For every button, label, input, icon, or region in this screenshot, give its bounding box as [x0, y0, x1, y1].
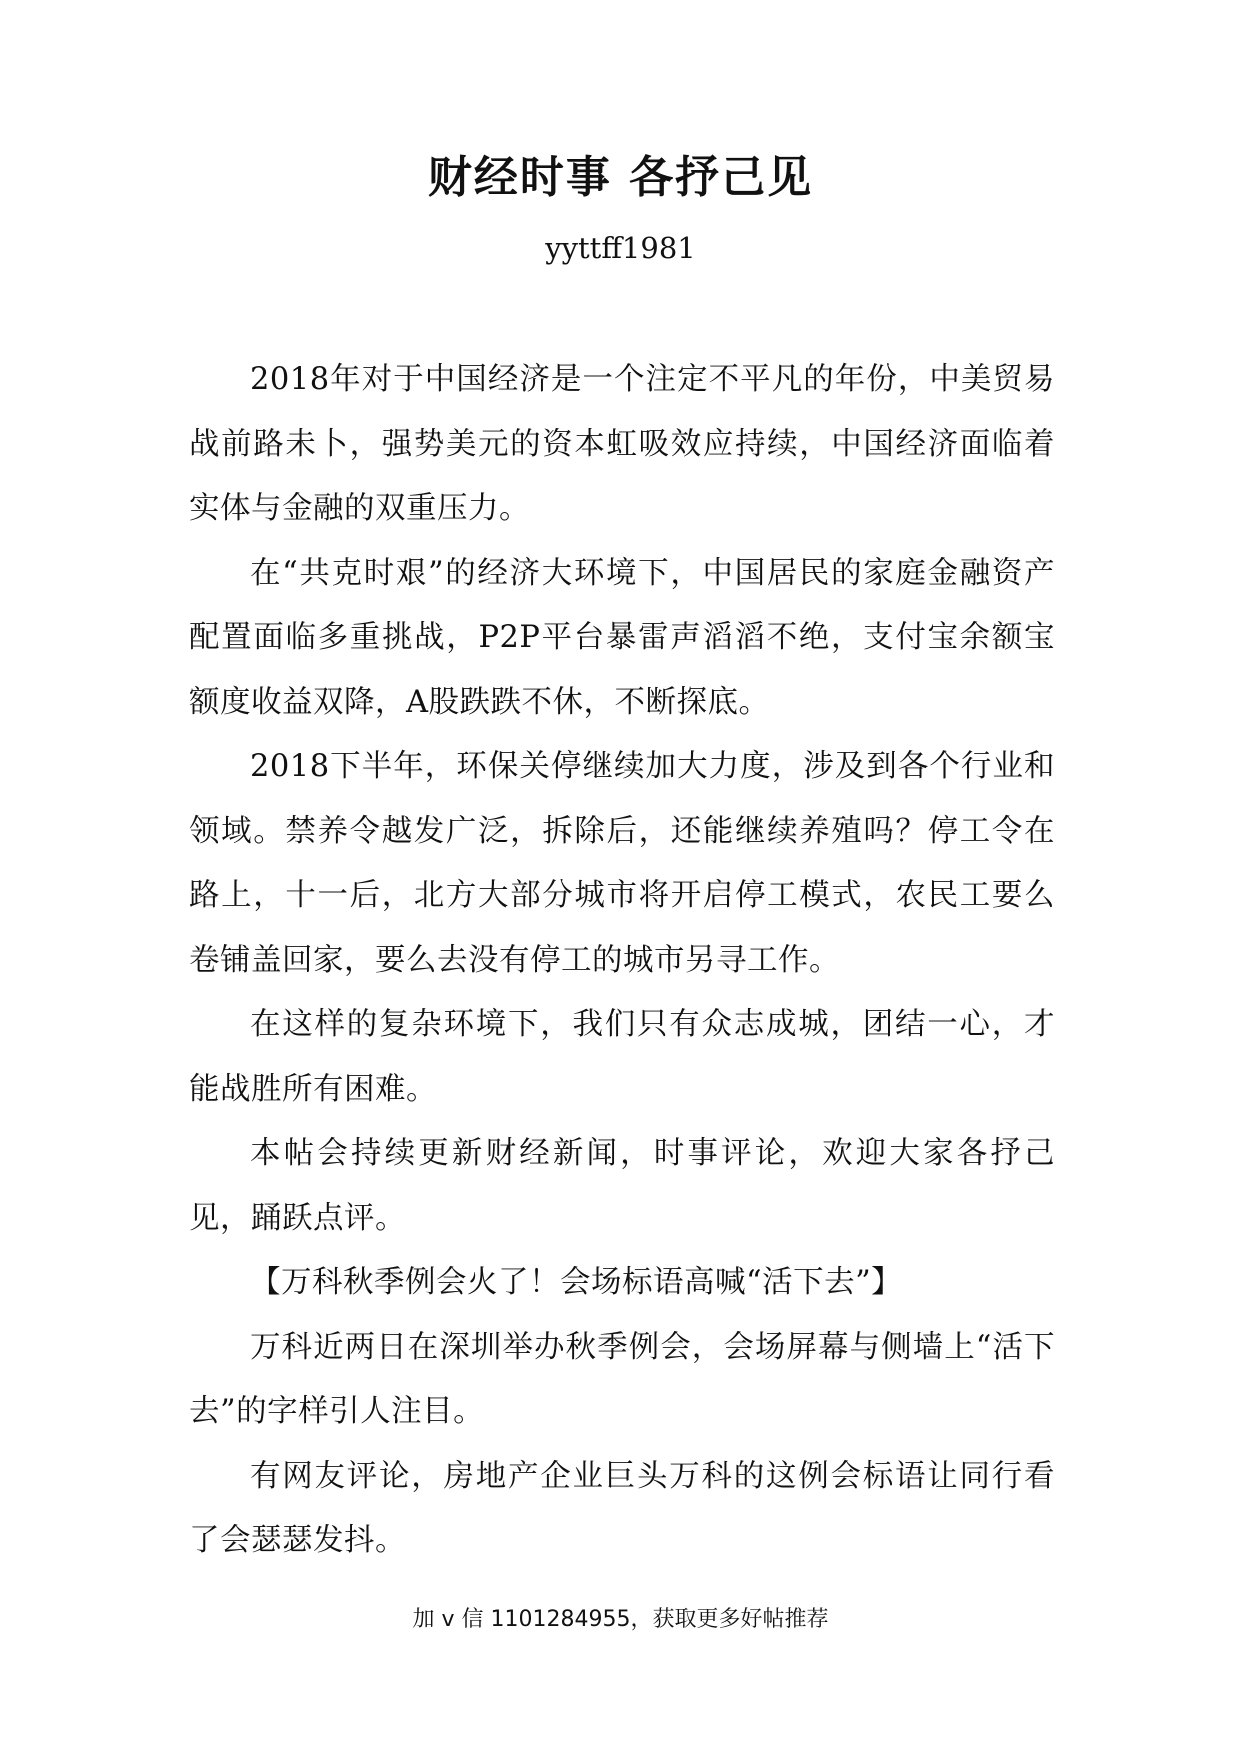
paragraph: 2018年对于中国经济是一个注定不平凡的年份，中美贸易战前路未卜，强势美元的资本虹吸效应持续，中国经济面临着实体与金融的双重压力。 — [189, 362, 1055, 526]
paragraph: 有网友评论，房地产企业巨头万科的这例会标语让同行看了会瑟瑟发抖。 — [189, 1458, 1055, 1558]
paragraph: 万科近两日在深圳举办秋季例会，会场屏幕与侧墙上“活下去”的字样引人注目。 — [189, 1329, 1055, 1429]
page-footer: 加 v 信 1101284955，获取更多好帖推荐 — [412, 1607, 829, 1632]
author-name: yyttff1981 — [545, 231, 696, 265]
paragraph: 2018下半年，环保关停继续加大力度，涉及到各个行业和领域。禁养令越发广泛，拆除后，还能继续养殖吗？停工令在路上，十一后，北方大部分城市将开启停工模式，农民工要么卷铺盖回家，要么去没有停工的城市另寻工作。 — [189, 749, 1055, 978]
paragraph: 在这样的复杂环境下，我们只有众志成城，团结一心，才能战胜所有困难。 — [189, 1007, 1055, 1107]
paragraph: 在“共克时艰”的经济大环境下，中国居民的家庭金融资产配置面临多重挑战，P2P平台暴雷声滔滔不绝，支付宝余额宝额度收益双降，A股跌跌不休，不断探底。 — [189, 555, 1055, 720]
document-title: 财经时事 各抒己见 — [427, 152, 814, 203]
article-body — [189, 348, 1055, 1574]
paragraph: 本帖会持续更新财经新闻，时事评论，欢迎大家各抒己见，踊跃点评。 — [189, 1136, 1055, 1236]
news-headline: 【万科秋季例会火了！会场标语高喊“活下去”】 — [250, 1265, 903, 1300]
